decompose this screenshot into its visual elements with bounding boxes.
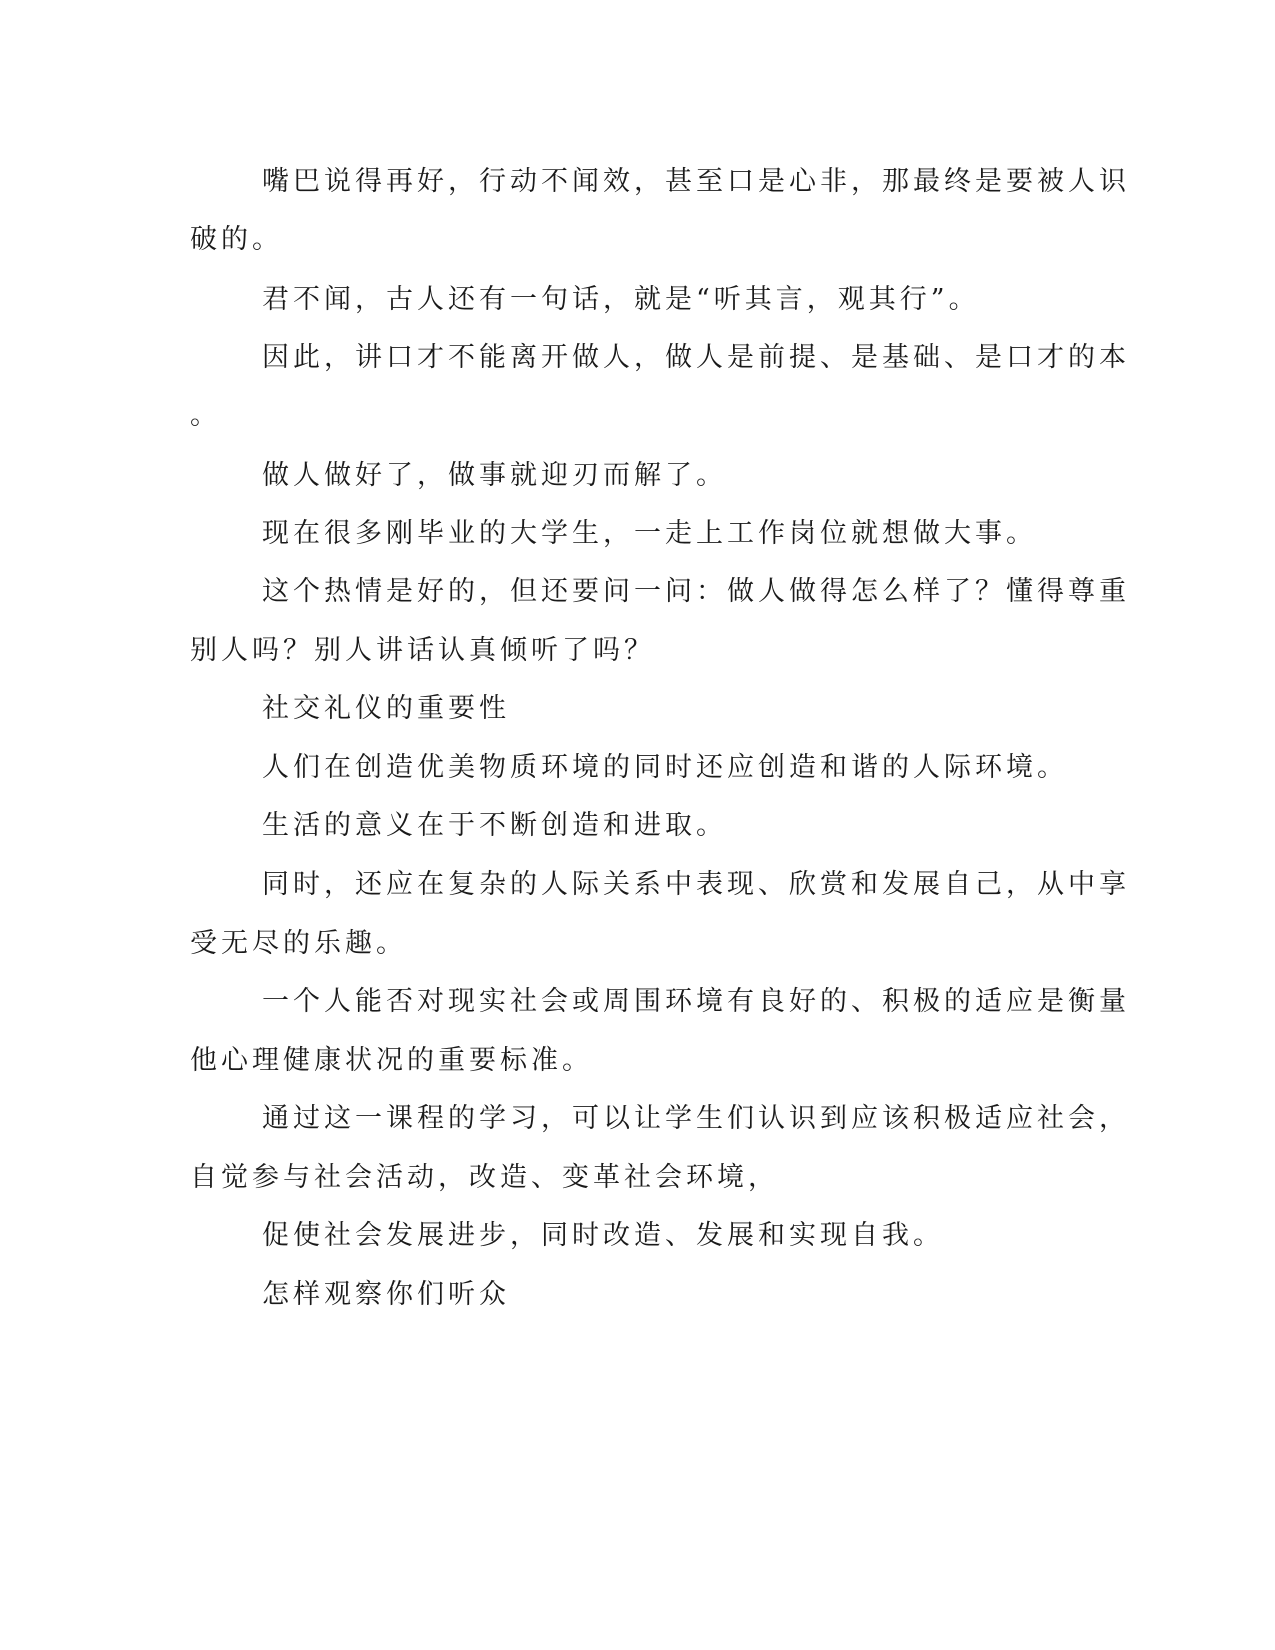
- paragraph-line: 生活的意义在于不断创造和进取。: [262, 810, 727, 841]
- paragraph-line: 嘴巴说得再好，行动不闻效，甚至口是心非，那最终是要被人识: [262, 166, 1130, 197]
- paragraph-line: 君不闻，古人还有一句话，就是“听其言，观其行”。: [262, 284, 980, 315]
- paragraph-line: 通过这一课程的学习，可以让学生们认识到应该积极适应社会，: [262, 1103, 1130, 1134]
- section-heading: 怎样观察你们听众: [262, 1279, 510, 1310]
- paragraph-line: 现在很多刚毕业的大学生，一走上工作岗位就想做大事。: [262, 518, 1037, 549]
- paragraph-line: 。: [190, 400, 221, 431]
- paragraph-line: 做人做好了，做事就迎刃而解了。: [262, 460, 727, 491]
- paragraph-line: 他心理健康状况的重要标准。: [190, 1045, 593, 1076]
- paragraph-line: 自觉参与社会活动，改造、变革社会环境，: [190, 1162, 779, 1193]
- paragraph-line: 因此，讲口才不能离开做人，做人是前提、是基础、是口才的本: [262, 342, 1130, 373]
- paragraph-line: 同时，还应在复杂的人际关系中表现、欣赏和发展自己，从中享: [262, 869, 1130, 900]
- paragraph-line: 别人吗？别人讲话认真倾听了吗？: [190, 635, 655, 666]
- paragraph-line: 这个热情是好的，但还要问一问：做人做得怎么样了？懂得尊重: [262, 576, 1130, 607]
- paragraph-line: 促使社会发展进步，同时改造、发展和实现自我。: [262, 1220, 944, 1251]
- paragraph-line: 人们在创造优美物质环境的同时还应创造和谐的人际环境。: [262, 752, 1068, 783]
- section-heading: 社交礼仪的重要性: [262, 693, 510, 724]
- paragraph-line: 一个人能否对现实社会或周围环境有良好的、积极的适应是衡量: [262, 986, 1130, 1017]
- paragraph-line: 破的。: [190, 224, 283, 255]
- paragraph-line: 受无尽的乐趣。: [190, 928, 407, 959]
